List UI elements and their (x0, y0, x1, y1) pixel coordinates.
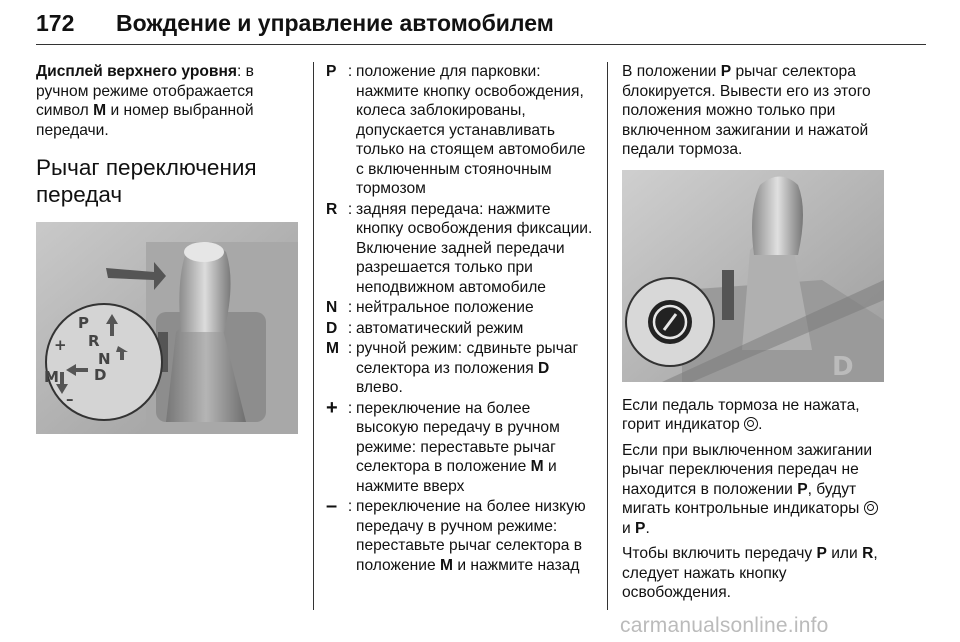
brake-pedal-indicator-icon-2 (864, 501, 878, 515)
intro-end: и номер выбранной передачи. (36, 102, 254, 139)
fig1-label-r: R (88, 332, 100, 350)
def-key-minus: – (326, 495, 338, 517)
column-2 (326, 62, 596, 575)
intro-paragraph (36, 62, 300, 140)
def-key-m: M (326, 340, 339, 357)
brake-indicator-photo (622, 170, 884, 382)
page-title: Вождение и управление автомобилем (116, 10, 554, 36)
gear-lever-illustration (36, 222, 298, 434)
watermark: carmanualsonline.info (620, 614, 829, 637)
paragraph-lock: В положении P рычаг селектора блокируется. Вывести его из этого положения можно только при включенном зажигании и нажатой педали тормоза. (622, 63, 871, 158)
def-text-n: нейтральное положение (356, 299, 534, 316)
intro-label: Дисплей верхнего уровня (36, 63, 237, 80)
section-heading: Рычаг переключения передач (36, 155, 257, 207)
def-key-n: N (326, 299, 338, 316)
paragraph-brake-indicator: Если педаль тормоза не нажата, горит индикатор . (622, 396, 860, 433)
paragraph-ignition-off: Если при выключенном зажигании рычаг переключения передач не находится в положении P, будут мигать контрольные индикаторы и P. (622, 441, 887, 539)
header-rule (36, 44, 926, 45)
gear-positions-list: P : положение для парковки: нажмите кнопку освобождения, колеса заблокированы, допускается устанавливать только на стоящем автомобиле с включенным стояночным тормозом R : задняя передача: нажмите кнопку освобождения фиксации. Включение задней передачи разрешается только при неподвижном автомобиле N : нейтральное положение D : автоматический режим M : ручной режим: сдвиньте рычаг селектора из положения D влево. + : переключение на более высокую передачу в ручном режиме: переставьте рычаг селектора в положение M и нажмите вверх – : переключение на более низкую передачу в ручном режиме: переставьте рычаг селектора в положение M и нажмите назад (326, 62, 596, 575)
def-text-m: ручной режим: сдвиньте рычаг селектора из положения D влево. (356, 340, 579, 396)
page-number: 172 (36, 10, 75, 36)
def-text-minus: переключение на более низкую передачу в ручном режиме: переставьте рычаг селектора в положение M и нажмите назад (356, 498, 586, 574)
column-3 (622, 62, 887, 609)
def-text-d: автоматический режим (356, 319, 524, 337)
fig1-label-plus: + (54, 336, 67, 354)
def-text-r: задняя передача: нажмите кнопку освобождения фиксации. Включение задней передачи разрешается только при неподвижном автомобиле (356, 200, 593, 296)
def-key-plus: + (326, 396, 338, 419)
fig1-label-n: N (98, 350, 111, 368)
fig1-label-d: D (94, 366, 107, 384)
paragraph-release-button: Чтобы включить передачу P или R, следует нажать кнопку освобождения. (622, 545, 878, 601)
brake-indicator-illustration (622, 170, 884, 382)
column-1 (36, 62, 300, 434)
def-key-d: D (326, 319, 338, 337)
intro-m: M (93, 102, 107, 119)
column-divider-1 (313, 62, 314, 610)
intro-text: : в ручном режиме отображается символ (36, 63, 254, 119)
brake-pedal-indicator-icon (744, 417, 758, 431)
def-key-p: P (326, 63, 337, 80)
fig1-label-minus: – (66, 390, 74, 408)
def-key-r: R (326, 200, 338, 218)
fig2-label-d: D (832, 351, 854, 382)
fig1-label-m: M (44, 368, 59, 386)
def-text-p: положение для парковки: нажмите кнопку освобождения, колеса заблокированы, допускается устанавливать только на стоящем автомобиле с включенным стояночным тормозом (356, 63, 586, 197)
def-text-plus: переключение на более высокую передачу в ручном режиме: переставьте рычаг селектора в положение M и нажмите вверх (356, 399, 560, 495)
gear-lever-photo (36, 222, 298, 434)
page-header (36, 4, 926, 44)
fig1-label-p: P (78, 314, 89, 332)
column-divider-2 (607, 62, 608, 610)
